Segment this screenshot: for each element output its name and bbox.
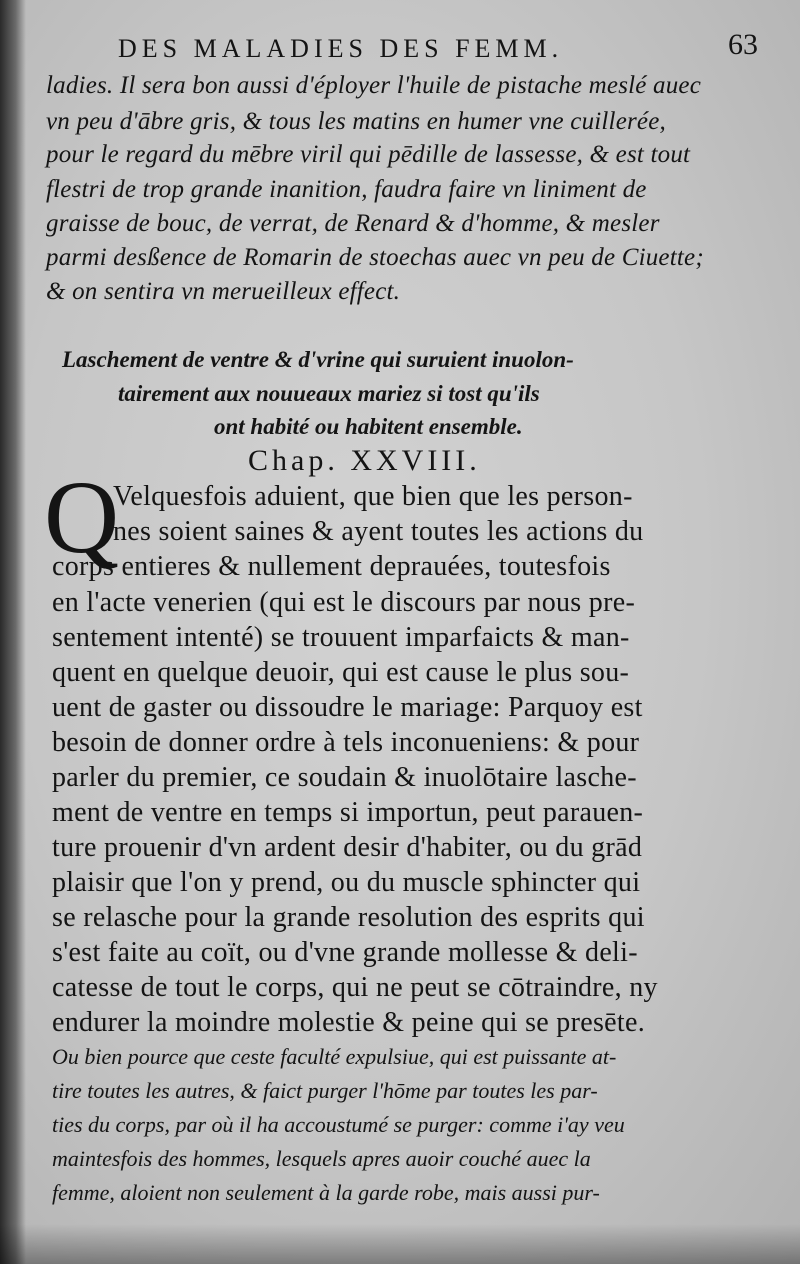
text-line: ment de ventre en temps si importun, peut parauen- [52, 797, 644, 828]
text-line: Velquesfois aduient, que bien que les person- [113, 481, 633, 512]
text-line: & on sentira vn merueilleux effect. [46, 278, 401, 305]
text-line: vn peu d'ābre gris, & tous les matins en humer vne cuillerée, [46, 108, 666, 135]
text-line: femme, aloient non seulement à la garde robe, mais aussi pur- [52, 1180, 600, 1205]
text-line: sentement intenté) se trouuent imparfaicts & man- [52, 622, 630, 653]
text-line: graisse de bouc, de verrat, de Renard & d'homme, & mesler [46, 210, 660, 237]
binding-shadow [0, 0, 26, 1264]
text-line: ture prouenir d'vn ardent desir d'habiter, ou du grād [52, 832, 643, 863]
text-line: uent de gaster ou dissoudre le mariage: Parquoy est [52, 692, 643, 723]
chapter-title-line: ont habité ou habitent ensemble. [214, 414, 523, 439]
text-line: endurer la moindre molestie & peine qui se presēte. [52, 1007, 645, 1038]
text-line: catesse de tout le corps, qui ne peut se cōtraindre, ny [52, 972, 658, 1003]
text-line: flestri de trop grande inanition, faudra faire vn liniment de [46, 176, 647, 203]
text-line: tire toutes les autres, & faict purger l'hōme par toutes les par- [52, 1078, 598, 1103]
running-head: DES MALADIES DES FEMM. [118, 34, 564, 63]
text-line: quent en quelque deuoir, qui est cause le plus sou- [52, 657, 630, 688]
text-line: en l'acte venerien (qui est le discours par nous pre- [52, 587, 636, 618]
page-header [118, 28, 758, 68]
drop-cap: Q [44, 460, 120, 575]
text-line: nes soient saines & ayent toutes les actions du [113, 516, 644, 547]
text-line: maintesfois des hommes, lesquels apres auoir couché auec la [52, 1146, 591, 1171]
text-line: pour le regard du mēbre viril qui pēdille de lassesse, & est tout [46, 141, 691, 168]
text-line: plaisir que l'on y prend, ou du muscle sphincter qui [52, 867, 641, 898]
text-line: besoin de donner ordre à tels inconueniens: & pour [52, 727, 640, 758]
chapter-number: Chap. XXVIII. [248, 444, 481, 477]
text-line: parler du premier, ce soudain & inuolōtaire lasche- [52, 762, 637, 793]
bottom-edge-shadow [0, 1224, 800, 1264]
text-line: Ou bien pource que ceste faculté expulsiue, qui est puissante at- [52, 1044, 617, 1069]
text-line: corps entieres & nullement deprauées, toutesfois [52, 551, 611, 582]
text-line: parmi desßence de Romarin de stoechas auec vn peu de Ciuette; [46, 244, 704, 271]
text-line: se relasche pour la grande resolution des esprits qui [52, 902, 645, 933]
text-line: ties du corps, par où il ha accoustumé se purger: comme i'ay veu [52, 1112, 625, 1137]
chapter-title-line: tairement aux nouueaux mariez si tost qu'ils [118, 381, 540, 406]
page-number: 63 [728, 28, 758, 61]
text-line: ladies. Il sera bon aussi d'éployer l'huile de pistache meslé auec [46, 72, 702, 99]
text-line: s'est faite au coït, ou d'vne grande mollesse & deli- [52, 937, 638, 968]
chapter-title-line: Laschement de ventre & d'vrine qui suruient inuolon- [62, 347, 574, 372]
